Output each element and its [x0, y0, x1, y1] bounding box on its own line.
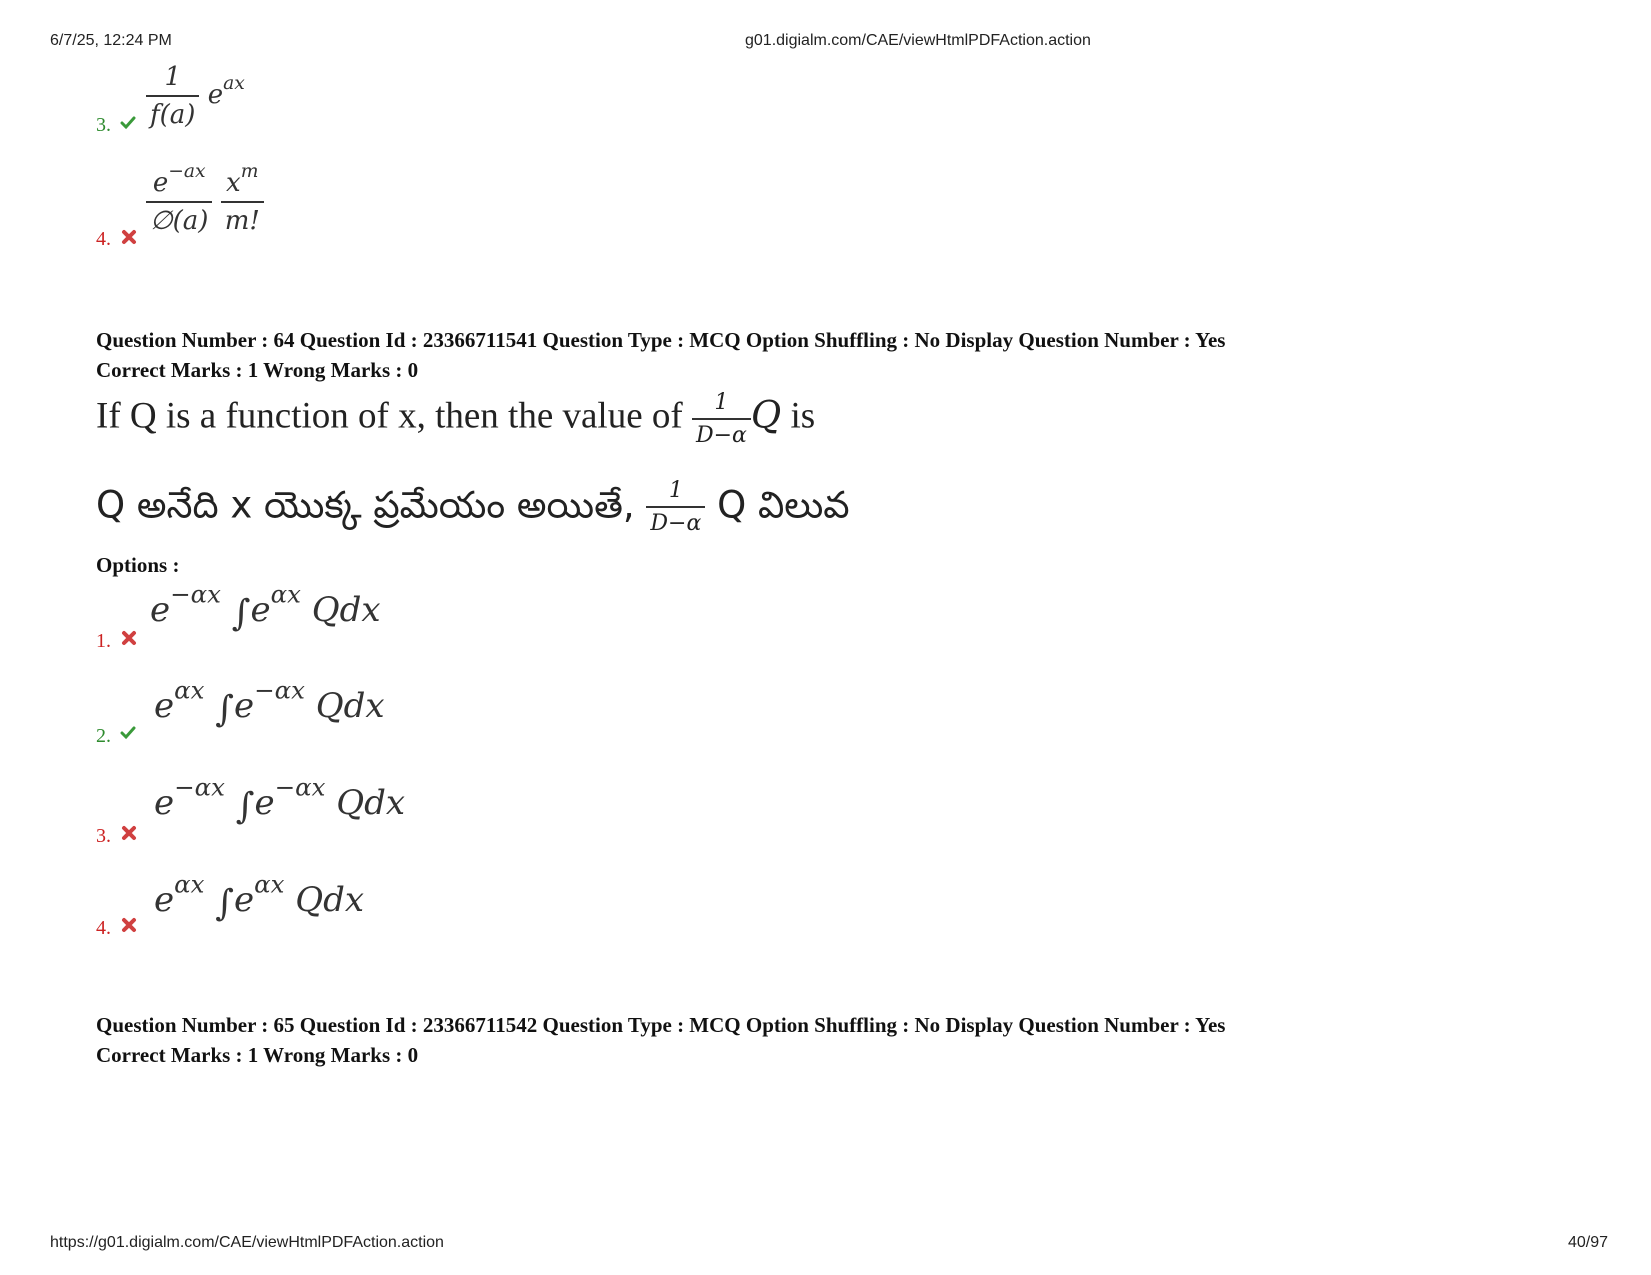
- print-header-url: g01.digialm.com/CAE/viewHtmlPDFAction.action: [745, 32, 1091, 49]
- print-datetime: 6/7/25, 12:24 PM: [50, 32, 172, 49]
- cross-icon: [121, 917, 137, 933]
- option-formula: $\frac{1}{f(a)}$ $e^{ax}$: [146, 62, 245, 130]
- option-number: 4.: [96, 228, 111, 250]
- question-meta: Question Number : 64 Question Id : 23366711541 Question Type : MCQ Option Shuffling : No Display Question Number : Yes: [96, 328, 1226, 352]
- check-icon: [120, 115, 136, 131]
- page-number: 40/97: [1568, 1234, 1609, 1251]
- option-number: 3.: [96, 114, 111, 136]
- question-marks: Correct Marks : 1 Wrong Marks : 0: [96, 1043, 419, 1067]
- option-formula: $e^{\alpha x}$ $\int e^{-\alpha x}$ Qdx: [154, 675, 385, 730]
- question-text-english: If Q is a function of x, then the value of $\frac{1}{D-\alpha}$ Q is: [96, 390, 816, 448]
- option-formula: $e^{-\alpha x}$ $\int e^{-\alpha x}$ Qdx: [154, 772, 406, 827]
- option-number: 2.: [96, 725, 111, 747]
- option-number: 3.: [96, 825, 111, 847]
- question-marks: Correct Marks : 1 Wrong Marks : 0: [96, 358, 419, 382]
- option-formula: $e^{\alpha x}$ $\int e^{\alpha x}$ Qdx: [154, 869, 365, 924]
- cross-icon: [121, 229, 137, 245]
- option-number: 4.: [96, 917, 111, 939]
- cross-icon: [121, 825, 137, 841]
- check-icon: [120, 725, 136, 741]
- cross-icon: [121, 630, 137, 646]
- option-formula: $\frac{e^{-ax}}{\emptyset(a)}$ $\frac{x^m}{m!}$: [146, 168, 264, 236]
- option-number: 1.: [96, 630, 111, 652]
- print-footer-url: https://g01.digialm.com/CAE/viewHtmlPDFAction.action: [50, 1234, 444, 1251]
- question-text-telugu: Q అనేది x యొక్క ప్రమేయం అయితే, $\frac{1}{D-\alpha}$ Q విలువ: [96, 478, 850, 536]
- options-label: Options :: [96, 553, 180, 577]
- question-meta: Question Number : 65 Question Id : 23366711542 Question Type : MCQ Option Shuffling : No Display Question Number : Yes: [96, 1013, 1226, 1037]
- option-formula: $e^{-\alpha x}$ $\int e^{\alpha x}$ Qdx: [150, 579, 381, 634]
